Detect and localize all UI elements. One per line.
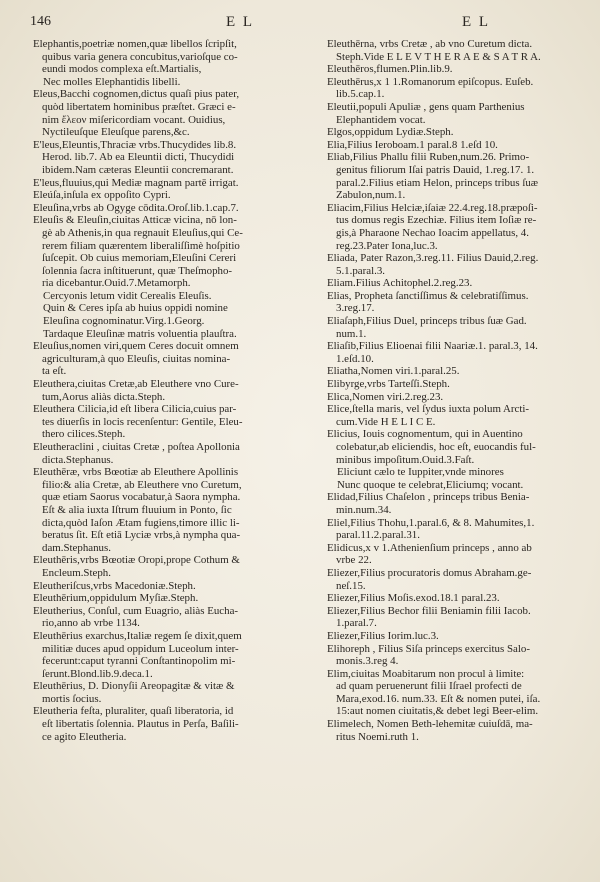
dictionary-entry — [33, 328, 288, 341]
running-head-left: E L — [226, 14, 255, 30]
entry-line: Elibyrge,vrbs Tarteſſi.Steph. — [327, 378, 450, 391]
entry-line: genitus filiorum Iſai patris Dauid, 1.reg.17. 1. — [336, 163, 535, 176]
entry-line: Eleuthērus,x 1 1.Romanorum epiſcopus. Euſeb. — [327, 75, 534, 88]
entry-line: Quin & Ceres ipſa ab huius oppidi nomine — [43, 302, 228, 315]
entry-line: reg.23.Pater Iona,luc.3. — [336, 239, 438, 252]
dictionary-entry — [33, 76, 288, 89]
dictionary-entry — [327, 101, 589, 126]
dictionary-entry — [327, 38, 589, 63]
entry-line: paral.11.2.paral.31. — [336, 529, 420, 542]
dictionary-entry — [33, 592, 288, 605]
dictionary-entry — [327, 340, 589, 365]
entry-line: militiæ duces apud oppidum Luceolum inter- — [42, 642, 239, 655]
page-header — [0, 14, 600, 36]
dictionary-entry — [327, 76, 589, 101]
entry-line: Eleuſina cognominatur.Virg.1.Georg. — [43, 315, 205, 328]
dictionary-entry — [327, 718, 589, 743]
right-column — [327, 38, 589, 743]
entry-line: thero cilices.Steph. — [42, 428, 126, 441]
entry-line: Eleúſa,inſula ex oppoſito Cypri. — [33, 189, 171, 202]
dictionary-entry — [327, 466, 589, 491]
dictionary-entry — [33, 88, 288, 138]
entry-line: gis,à Pharaone Nechao Ioacim appellatus, 4. — [336, 226, 529, 239]
dictionary-entry — [327, 252, 589, 277]
entry-line: Eſt & alia iuxta Iſtrum fluuium in Ponto, ſic — [42, 503, 232, 516]
entry-line: E'leus,Eleuntis,Thraciæ vrbs.Thucydides lib.8. — [33, 138, 237, 151]
entry-line: Elgos,oppidum Lydiæ.Steph. — [327, 126, 454, 139]
dictionary-entry — [327, 290, 589, 315]
entry-line: Eliciunt cælo te Iuppiter,vnde minores — [337, 466, 504, 479]
entry-line: Elias, Propheta ſanctiſſimus & celebratiſſimus. — [327, 289, 529, 302]
dictionary-entry — [327, 202, 589, 252]
entry-line: neſ.15. — [336, 579, 366, 592]
dictionary-entry — [33, 378, 288, 403]
dictionary-entry — [327, 517, 589, 542]
dictionary-entry — [33, 302, 288, 327]
dictionary-entry — [327, 592, 589, 605]
dictionary-entry — [33, 214, 288, 290]
entry-line: Eleuthērna, vrbs Cretæ , ab vno Curetum dicta. — [327, 38, 533, 50]
entry-line: Eleuſis & Eleuſin,ciuitas Atticæ vicina, nō lon- — [33, 214, 237, 227]
dictionary-entry — [327, 630, 589, 643]
entry-line: Eliam.Filius Achitophel.2.reg.23. — [327, 277, 473, 290]
entry-line: rio,anno ab vrbe 1134. — [42, 617, 140, 630]
entry-line: cum.Vide H E L I C E. — [336, 415, 436, 428]
dictionary-entry — [327, 315, 589, 340]
entry-line: Eleuthērius exarchus,Italiæ regem ſe dixit,quem — [33, 629, 242, 642]
entry-line: Encleum.Steph. — [42, 566, 111, 579]
entry-line: dicta,quòd Iaſon Ætam fugiens,timore illic li- — [42, 516, 240, 529]
dictionary-entry — [327, 126, 589, 139]
entry-line: monis.3.reg 4. — [336, 655, 399, 668]
entry-line: Eleutheraclini , ciuitas Cretæ , poſtea Apollonia — [33, 441, 240, 453]
dictionary-entry — [327, 151, 589, 201]
entry-line: ibidem.Nam cæteras Eleuntii concremarant. — [42, 163, 234, 176]
entry-line: ad quam peruenerunt filii Iſrael profecti de — [336, 680, 522, 693]
dictionary-entry — [327, 567, 589, 592]
entry-line: gè ab Athenis,in qua regnauit Eleuſius,qui Ce- — [42, 226, 243, 239]
entry-line: Nyctileuſque Eleuſque parens,&c. — [42, 126, 190, 139]
entry-line: ſerunt.Blond.lib.9.deca.1. — [42, 667, 153, 680]
dictionary-entry — [33, 554, 288, 579]
entry-line: Nec molles Elephantidis libelli. — [43, 75, 181, 88]
dictionary-entry — [327, 378, 589, 391]
entry-line: Zabulon,num.1. — [336, 189, 406, 202]
entry-line: eſt libertatis ſolennia. Plautus in Perſa, Baſili- — [42, 718, 239, 731]
entry-line: Eliaſib,Filius Elioenai filii Naariæ.1. paral.3, 14. — [327, 340, 538, 353]
entry-line: 1.eſd.10. — [336, 352, 374, 365]
entry-line: ritus Noemi.ruth 1. — [336, 730, 419, 743]
entry-line: ſuſcepit. Ob cuius memoriam,Eleuſini Cereri — [42, 252, 237, 265]
entry-line: Elephantidem vocat. — [336, 113, 426, 126]
entry-line: Elice,ſtella maris, vel ſydus iuxta polum Arcti- — [327, 403, 530, 416]
dictionary-entry — [327, 403, 589, 428]
entry-line: Elephantis,poetriæ nomen,quæ libellos ſcripſit, — [33, 38, 237, 50]
dictionary-entry — [33, 139, 288, 177]
entry-line: Eleutheria feſta, pluraliter, quaſi liberatoria, id — [33, 705, 234, 718]
entry-line: ria dicebantur.Ouid.7.Metamorph. — [42, 277, 191, 290]
dictionary-entry — [327, 643, 589, 668]
entry-line: Eliatha,Nomen viri.1.paral.25. — [327, 365, 460, 378]
entry-line: 15:aut nomen ciuitatis,& debet legi Beer-elim. — [336, 705, 539, 718]
entry-line: 3.reg.17. — [336, 302, 375, 315]
dictionary-entry — [33, 290, 288, 303]
entry-line: Eliezer,Filius Bechor filii Beniamin filii Iacob. — [327, 604, 531, 617]
entry-line: Eleuſius,nomen viri,quem Ceres docuit omnem — [33, 340, 239, 353]
dictionary-entry — [33, 403, 288, 441]
entry-line: paral.2.Filius etiam Helon, princeps tribus ſuæ — [336, 176, 539, 189]
entry-line: Nunc quoque te celebrat,Eliciumq; vocant. — [337, 478, 524, 491]
entry-line: beratus ſit. Eſt etiā Lyciæ vrbs,à nympha qua- — [42, 529, 241, 542]
dictionary-entry — [33, 340, 288, 378]
entry-line: dam.Stephanus. — [42, 541, 111, 554]
entry-line: tum,Aorus aliàs dicta.Steph. — [42, 390, 166, 403]
entry-line: Herod. lib.7. Ab ea Eleuntii dicti, Thucydidi — [42, 151, 235, 164]
entry-line: num.1. — [336, 327, 367, 340]
page-number: 146 — [30, 14, 51, 29]
entry-line: Eliezer,Filius Iorim.luc.3. — [327, 629, 439, 642]
entry-line: Elidad,Filius Chaſelon , princeps tribus Benia- — [327, 491, 530, 504]
dictionary-entry — [327, 668, 589, 718]
entry-line: tes diuerſis in locis recenſentur: Gentile, Eleu- — [42, 415, 243, 428]
dictionary-entry — [327, 605, 589, 630]
entry-line: Eliacim,Filius Helciæ,iſaiæ 22.4.reg.18.præpoſi- — [327, 201, 538, 214]
dictionary-entry — [33, 189, 288, 202]
entry-line: Eliada, Pater Razon,3.reg.11. Filius Dauid,2.reg. — [327, 252, 539, 265]
entry-line: Eleuthēræ, vrbs Bœotiæ ab Eleuthere Apollinis — [33, 466, 239, 479]
entry-line: quæ etiam Saorus vocabatur,à Saora nympha. — [42, 491, 241, 504]
entry-line: Eleutii,populi Apuliæ , gens quam Parthenius — [327, 100, 525, 113]
left-column — [33, 38, 288, 743]
entry-line: colebatur,ab eliciendis, hoc eſt, euocandis ful- — [336, 441, 536, 453]
dictionary-entry — [33, 177, 288, 190]
entry-line: Eleus,Bacchi cognomen,dictus quaſi pius pater, — [33, 88, 240, 101]
entry-line: dicta.Stephanus. — [42, 453, 114, 466]
entry-line: eundi modos complexa eſt.Martialis, — [42, 63, 202, 76]
entry-line: Eliaſaph,Filius Duel, princeps tribus ſuæ Gad. — [327, 315, 527, 328]
entry-line: nim ἔλεον miſericordiam vocant. Ouidius, — [42, 113, 226, 126]
dictionary-entry — [33, 705, 288, 743]
entry-line: Eliezer,Filius Moſis.exod.18.1 paral.23. — [327, 592, 500, 605]
running-head-right: E L — [462, 14, 491, 30]
entry-line: Eleutherius, Conſul, cum Euagrio, aliàs Eucha- — [33, 604, 239, 617]
entry-line: Elicius, Iouis cognomentum, qui in Auentino — [327, 428, 523, 441]
entry-line: Eleuthēris,vrbs Bœotiæ Oropi,prope Cothum & — [33, 554, 240, 567]
dictionary-entry — [327, 391, 589, 404]
dictionary-entry — [327, 428, 589, 466]
entry-line: Steph.Vide E L E V T H E R A E & S A T R A. — [336, 50, 541, 63]
entry-line: Elimelech, Nomen Beth-lehemitæ cuiuſdā, ma- — [327, 718, 533, 731]
dictionary-entry — [33, 680, 288, 705]
entry-line: Eleuthērius, D. Dionyſii Areopagitæ & vitæ & — [33, 680, 235, 693]
entry-line: Eliab,Filius Phallu filii Ruben,num.26. Primo- — [327, 151, 530, 164]
entry-line: agriculturam,à quo Eleuſis, ciuitas nomina- — [42, 352, 231, 365]
entry-line: Mara,exod.16. num.33. Eſt & nomen putei, iſa. — [336, 692, 541, 705]
entry-line: Eleuthērium,oppidulum Myſiæ.Steph. — [33, 592, 199, 605]
entry-line: Elim,ciuitas Moabitarum non procul à limite: — [327, 667, 525, 680]
entry-line: rerem filiam quærentem liberaliſſimè hoſpitio — [42, 239, 240, 252]
entry-line: quibus varia genera concubitus,varioſque co- — [42, 50, 238, 63]
entry-line: Eleuthera,ciuitas Cretæ,ab Eleuthere vno Cure- — [33, 378, 239, 391]
entry-line: 1.paral.7. — [336, 617, 377, 630]
entry-line: quòd libertatem hominibus præſtet. Græci e- — [42, 100, 236, 113]
entry-line: mortis ſocius. — [42, 692, 102, 705]
dictionary-entry — [33, 202, 288, 215]
dictionary-entry — [33, 605, 288, 630]
entry-line: Cercyonis letum vidit Cerealis Eleuſis. — [43, 289, 212, 302]
dictionary-entry — [327, 139, 589, 152]
dictionary-entry — [327, 277, 589, 290]
dictionary-entry — [327, 365, 589, 378]
entry-line: 5.1.paral.3. — [336, 264, 385, 277]
entry-line: ta eſt. — [42, 365, 67, 378]
entry-line: Tardaque Eleuſinæ matris voluentia plauſtra. — [43, 327, 237, 340]
dictionary-entry — [327, 63, 589, 76]
entry-line: ce agito Eleutheria. — [42, 730, 127, 743]
entry-line: min.num.34. — [336, 503, 392, 516]
entry-line: Eleuthēros,flumen.Plin.lib.9. — [327, 63, 453, 76]
entry-line: minibus impoſitum.Ouid.3.Faſt. — [336, 453, 475, 466]
entry-line: Elica,Nomen viri.2.reg.23. — [327, 390, 444, 403]
entry-line: ſolennia ſacra inſtituerunt, quæ Theſmopho- — [42, 264, 233, 277]
entry-line: filio:& alia Cretæ, ab Eleuthere vno Curetum, — [42, 478, 242, 491]
entry-line: Elia,Filius Ieroboam.1 paral.8 1.eſd 10. — [327, 138, 498, 151]
entry-line: Eleutheriſcus,vrbs Macedoniæ.Steph. — [33, 579, 196, 592]
dictionary-entry — [33, 441, 288, 466]
entry-line: Eleuſina,vrbs ab Ogyge cōdita.Oroſ.lib.1.cap.7. — [33, 201, 239, 214]
entry-line: E'leus,fluuius,qui Mediæ magnam partē irrigat. — [33, 176, 239, 189]
dictionary-entry — [33, 466, 288, 554]
entry-line: lib.5.cap.1. — [336, 88, 385, 101]
entry-line: Eliezer,Filius procuratoris domus Abraham.ge- — [327, 566, 532, 579]
dictionary-entry — [327, 491, 589, 516]
dictionary-entry — [33, 38, 288, 76]
dictionary-entry — [33, 580, 288, 593]
entry-line: vrbe 22. — [336, 554, 372, 567]
entry-line: Eliel,Filius Thohu,1.paral.6, & 8. Mahumites,1. — [327, 516, 535, 529]
dictionary-entry — [327, 542, 589, 567]
entry-line: tus domus regis Ezechiæ. Filius item Ioſiæ re- — [336, 214, 537, 227]
entry-line: Elidicus,x v 1.Athenienſium princeps , anno ab — [327, 541, 532, 554]
dictionary-entry — [33, 630, 288, 680]
entry-line: fecerunt:caput tyranni Conſtantinopolim mi- — [42, 655, 236, 668]
entry-line: Eleuthera Cilicia,id eſt libera Cilicia,cuius par- — [33, 403, 237, 416]
entry-line: Elihoreph , Filius Siſa princeps exercitus Salo- — [327, 642, 530, 655]
